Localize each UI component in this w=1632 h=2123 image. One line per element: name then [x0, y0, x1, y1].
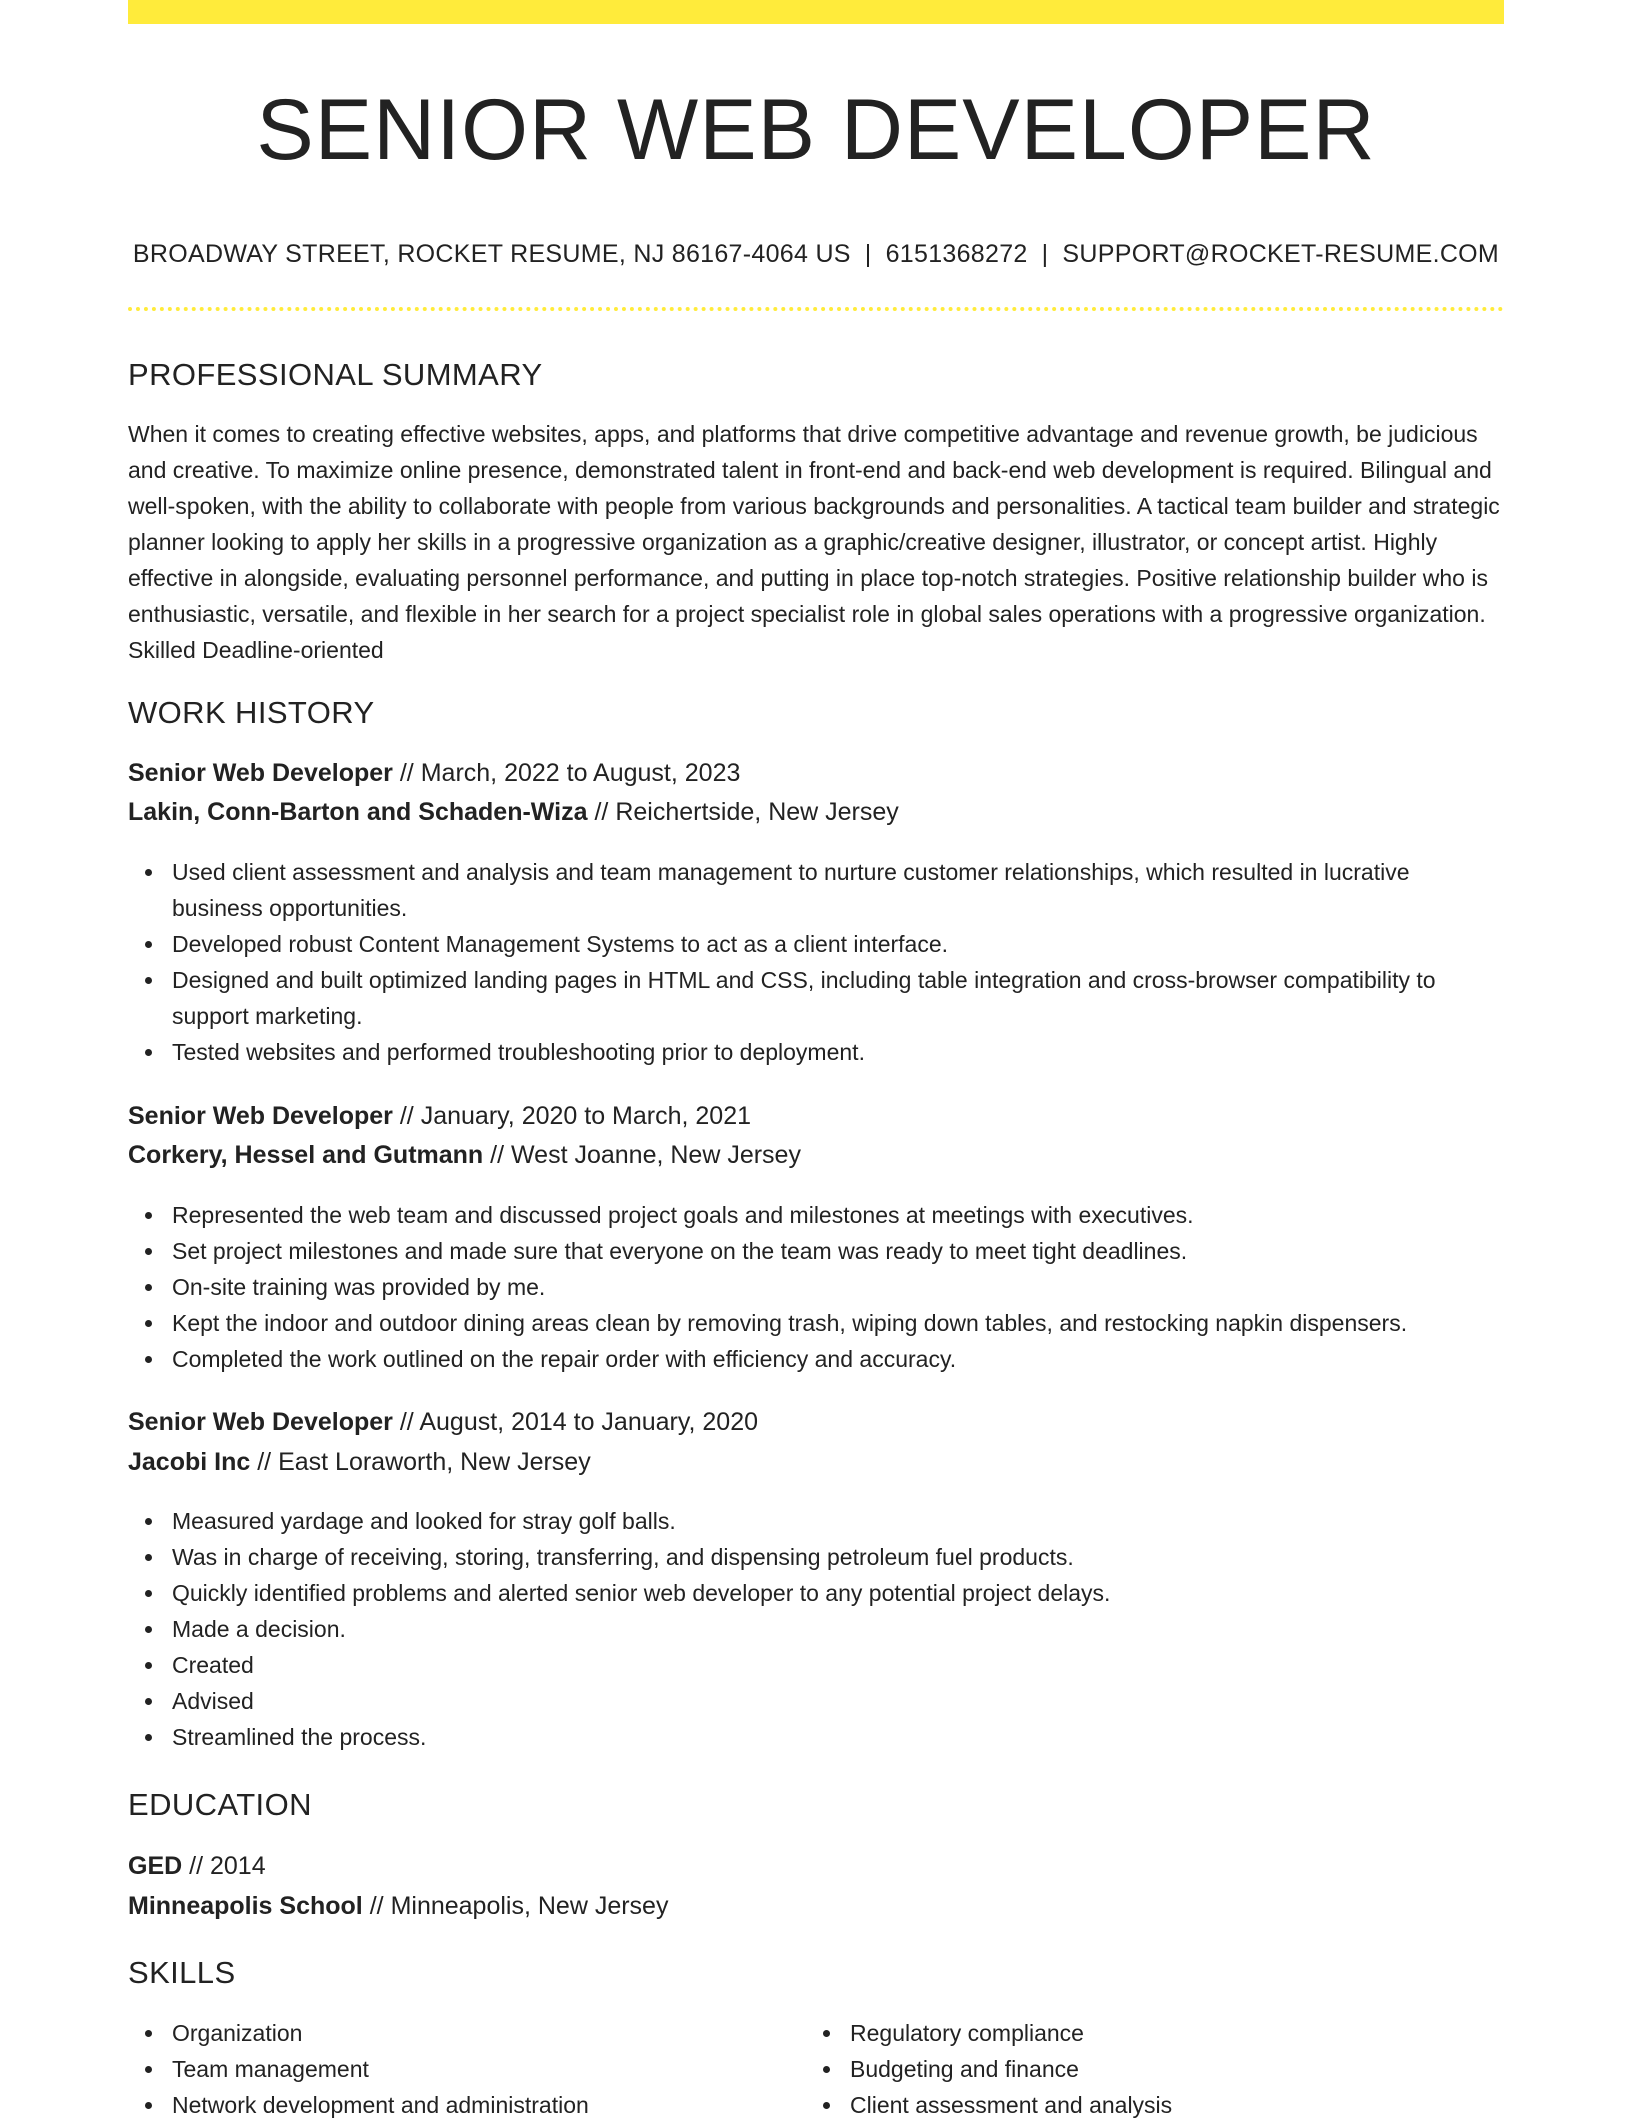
education-divider: //	[369, 1892, 384, 1920]
list-item: Was in charge of receiving, storing, transferring, and dispensing petroleum fuel products.	[172, 1539, 1504, 1575]
job-location: East Loraworth, New Jersey	[278, 1448, 591, 1476]
list-item: On-site training was provided by me.	[172, 1269, 1504, 1305]
skill-item: Team management	[172, 2051, 768, 2087]
education-location: Minneapolis, New Jersey	[390, 1892, 669, 1920]
job-title-line	[128, 1404, 758, 1440]
job-dates: January, 2020 to March, 2021	[420, 1102, 752, 1130]
list-item: Used client assessment and analysis and team management to nurture customer relationships, which resulted in lucrative business opportunities.	[172, 854, 1504, 926]
job-company: Corkery, Hessel and Gutmann	[128, 1141, 484, 1169]
list-item: Made a decision.	[172, 1611, 1504, 1647]
job-company-line	[128, 1444, 591, 1480]
education-heading: EDUCATION	[128, 1787, 312, 1822]
job-company-line	[128, 794, 899, 830]
list-item: Streamlined the process.	[172, 1719, 1504, 1755]
job-company: Lakin, Conn-Barton and Schaden-Wiza	[128, 798, 588, 826]
skills-list-left	[128, 2015, 768, 2123]
summary-text: When it comes to creating effective websites, apps, and platforms that drive competitive advantage and revenue growth, be judicious and creative. To maximize online presence, demonstrated talent in front-end and back-end web development is required. Bilingual and well-spoken, with the ability to collaborate with people from various backgrounds and personalities. A tactical team builder and strategic planner looking to apply her skills in a progressive organization as a graphic/creative designer, illustrator, or concept artist. Highly effective in alongside, evaluating personnel performance, and putting in place top-notch strategies. Positive relationship builder who is enthusiastic, versatile, and flexible in her search for a project specialist role in global sales operations with a progressive organization. Skilled Deadline-oriented	[128, 421, 1500, 663]
education-school: Minneapolis School	[128, 1892, 363, 1920]
list-item: Completed the work outlined on the repair order with efficiency and accuracy.	[172, 1341, 1504, 1377]
job-title: Senior Web Developer	[128, 759, 393, 787]
skill-item: Organization	[172, 2015, 768, 2051]
list-item: Developed robust Content Management Systems to act as a client interface.	[172, 926, 1504, 962]
contact-phone: 6151368272	[885, 240, 1028, 268]
contact-separator: |	[864, 240, 872, 268]
list-item: Designed and built optimized landing pages in HTML and CSS, including table integration and cross-browser compatibility to support marketing.	[172, 962, 1504, 1034]
job-divider: //	[399, 1408, 414, 1436]
job-location: Reichertside, New Jersey	[615, 798, 899, 826]
contact-separator: |	[1041, 240, 1049, 268]
skill-item: Network development and administration	[172, 2087, 768, 2123]
job-divider: //	[594, 798, 609, 826]
resume-title: SENIOR WEB DEVELOPER	[256, 82, 1376, 178]
job-bullet-list	[128, 1503, 1504, 1755]
job-bullet-list	[128, 854, 1504, 1070]
job-title-line	[128, 755, 740, 791]
summary-heading: PROFESSIONAL SUMMARY	[128, 357, 543, 392]
list-item: Advised	[172, 1683, 1504, 1719]
contact-line	[128, 236, 1504, 272]
job-company: Jacobi Inc	[128, 1448, 251, 1476]
skills-list-right	[806, 2015, 1446, 2123]
list-item: Kept the indoor and outdoor dining areas clean by removing trash, wiping down tables, and restocking napkin dispensers.	[172, 1305, 1504, 1341]
list-item: Quickly identified problems and alerted senior web developer to any potential project delays.	[172, 1575, 1504, 1611]
list-item: Created	[172, 1647, 1504, 1683]
job-divider: //	[257, 1448, 272, 1476]
list-item: Tested websites and performed troubleshooting prior to deployment.	[172, 1034, 1504, 1070]
skills-heading: SKILLS	[128, 1955, 236, 1990]
work-history-heading: WORK HISTORY	[128, 695, 375, 730]
skill-item: Regulatory compliance	[850, 2015, 1446, 2051]
job-title: Senior Web Developer	[128, 1102, 393, 1130]
header-divider	[128, 307, 1504, 311]
list-item: Represented the web team and discussed project goals and milestones at meetings with executives.	[172, 1197, 1504, 1233]
contact-email: SUPPORT@ROCKET-RESUME.COM	[1062, 240, 1500, 268]
job-dates: August, 2014 to January, 2020	[419, 1408, 759, 1436]
job-bullet-list	[128, 1197, 1504, 1377]
education-divider: //	[189, 1852, 204, 1880]
top-accent-bar	[128, 0, 1504, 24]
education-school-line	[128, 1888, 668, 1924]
education-degree: GED	[128, 1852, 183, 1880]
skill-item: Client assessment and analysis	[850, 2087, 1446, 2123]
job-title: Senior Web Developer	[128, 1408, 393, 1436]
job-divider: //	[399, 759, 414, 787]
job-title-line	[128, 1098, 751, 1134]
contact-address: BROADWAY STREET, ROCKET RESUME, NJ 86167-4064 US	[132, 240, 851, 268]
job-company-line	[128, 1137, 801, 1173]
job-dates: March, 2022 to August, 2023	[420, 759, 741, 787]
list-item: Set project milestones and made sure that everyone on the team was ready to meet tight deadlines.	[172, 1233, 1504, 1269]
job-divider: //	[399, 1102, 414, 1130]
education-year: 2014	[210, 1852, 266, 1880]
education-degree-line	[128, 1848, 266, 1884]
skill-item: Budgeting and finance	[850, 2051, 1446, 2087]
job-location: West Joanne, New Jersey	[511, 1141, 801, 1169]
list-item: Measured yardage and looked for stray golf balls.	[172, 1503, 1504, 1539]
job-divider: //	[490, 1141, 505, 1169]
